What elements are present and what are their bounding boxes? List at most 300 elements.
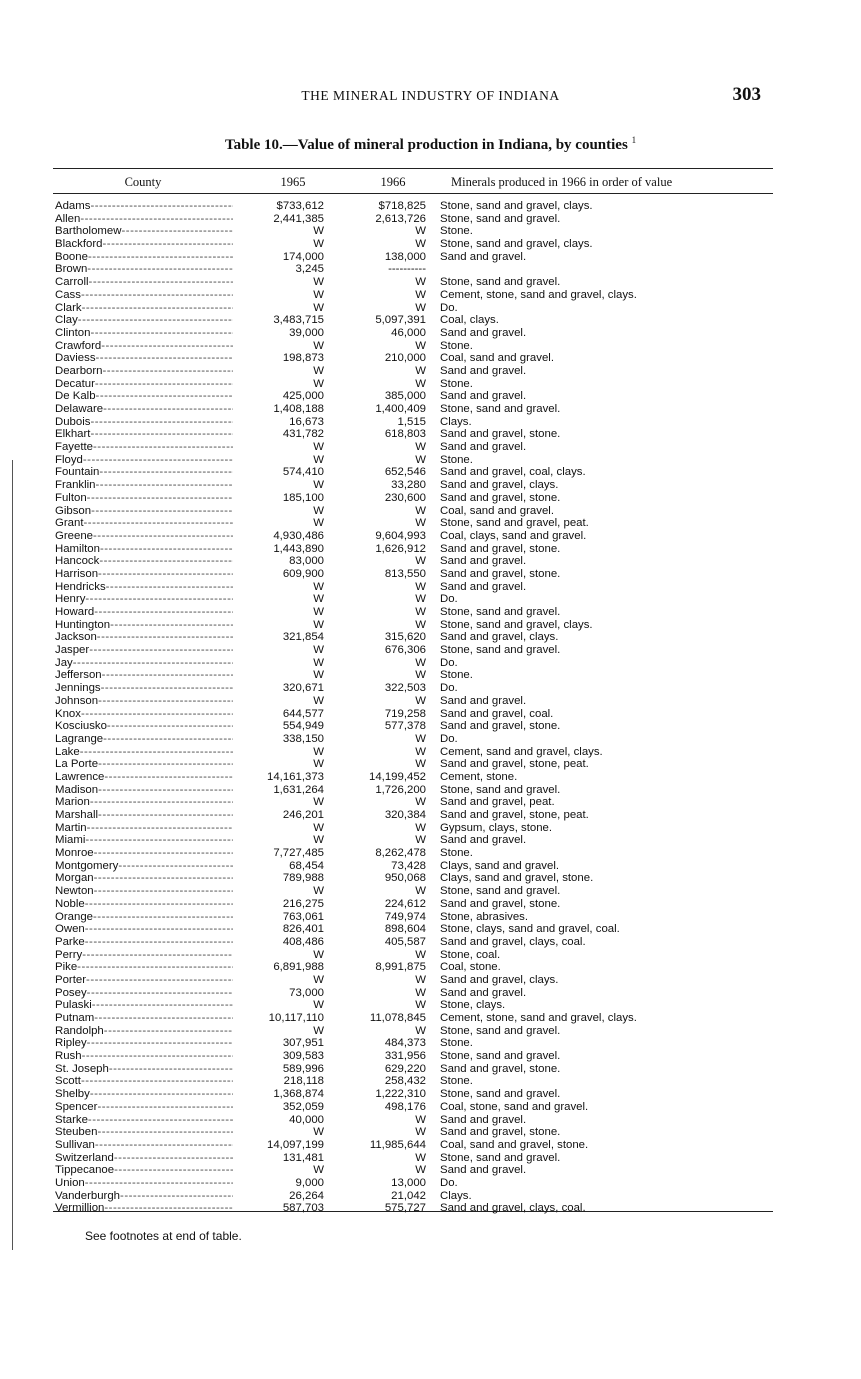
minerals-cell: Clays. — [440, 1189, 472, 1202]
county-cell: Martin ----- — [55, 822, 233, 835]
minerals-cell: Stone, sand and gravel. — [440, 276, 561, 289]
value-1966-cell: W — [415, 618, 426, 631]
table-row — [0, 238, 861, 251]
minerals-cell: Stone. — [440, 225, 473, 238]
value-1966-cell: W — [415, 1126, 426, 1139]
table-row — [0, 682, 861, 695]
value-1966-cell: 320,384 — [384, 809, 426, 821]
minerals-cell: Sand and gravel. — [440, 364, 527, 377]
value-1965-cell: 246,201 — [282, 809, 324, 821]
county-cell: Blackford ----- — [55, 238, 233, 251]
minerals-cell: Stone, clays. — [440, 999, 506, 1012]
value-1965-cell: W — [313, 276, 324, 289]
county-cell: Owen ----- — [55, 923, 233, 936]
value-1966-cell: 21,042 — [391, 1189, 426, 1202]
value-1965-cell: 587,703 — [282, 1202, 324, 1215]
value-1966-cell: 2,613,726 — [375, 212, 426, 225]
value-1965-cell: 1,443,890 — [273, 542, 324, 555]
table-row — [0, 466, 861, 479]
value-1965-cell: 408,486 — [282, 935, 324, 948]
value-1966-cell: 33,280 — [391, 479, 426, 492]
county-cell: Greene ----- — [55, 530, 233, 543]
minerals-cell: Sand and gravel, stone. — [440, 897, 561, 910]
table-row — [0, 428, 861, 441]
minerals-cell: Gypsum, clays, stone. — [440, 821, 553, 834]
minerals-cell: Sand and gravel. — [440, 986, 527, 999]
value-1966-cell: W — [415, 301, 426, 314]
county-cell: Steuben ----- — [55, 1126, 233, 1139]
minerals-cell: Coal, stone, sand and gravel. — [440, 1100, 589, 1113]
table-row — [0, 314, 861, 327]
table-row — [0, 1088, 861, 1101]
minerals-cell: Sand and gravel. — [440, 694, 527, 707]
table-row — [0, 796, 861, 809]
table-row — [0, 1114, 861, 1127]
value-1965-cell: 763,061 — [282, 910, 324, 923]
page-number: 303 — [732, 84, 761, 105]
value-1966-cell: W — [415, 593, 426, 606]
table-row — [0, 492, 861, 505]
value-1966-cell: 676,306 — [384, 644, 426, 657]
value-1965-cell: 16,673 — [289, 415, 324, 428]
value-1966-cell: 575,727 — [384, 1202, 426, 1215]
minerals-cell: Sand and gravel, stone. — [440, 567, 561, 580]
column-header-1965: 1965 — [280, 175, 306, 189]
value-1965-cell: 826,401 — [282, 923, 324, 936]
value-1965-cell: 174,000 — [282, 250, 324, 263]
value-1966-cell: 224,612 — [384, 897, 426, 910]
county-cell: Dearborn ----- — [55, 365, 233, 378]
table-row — [0, 479, 861, 492]
table-row — [0, 695, 861, 708]
table-row — [0, 809, 861, 822]
county-cell: Elkhart ----- — [55, 428, 233, 441]
county-cell: Ripley ----- — [55, 1037, 233, 1050]
county-cell: Jay ----- — [55, 657, 233, 670]
value-1966-cell: 898,604 — [384, 923, 426, 936]
minerals-cell: Sand and gravel, stone. — [440, 1126, 561, 1139]
value-1965-cell: W — [313, 441, 324, 454]
value-1965-cell: W — [313, 364, 324, 377]
value-1965-cell: 1,368,874 — [273, 1088, 324, 1101]
value-1965-cell: 574,410 — [282, 466, 324, 479]
table-row — [0, 1177, 861, 1190]
value-1966-cell: W — [415, 1113, 426, 1126]
minerals-cell: Stone. — [440, 377, 473, 390]
value-1965-cell: 68,454 — [289, 859, 324, 872]
minerals-cell: Cement, stone, sand and gravel, clays. — [440, 1012, 637, 1024]
county-cell: Clay ----- — [55, 314, 233, 327]
value-1965-cell: W — [313, 1164, 324, 1177]
value-1966-cell: 813,550 — [384, 567, 426, 580]
minerals-cell: Clays, sand and gravel, stone. — [440, 872, 594, 885]
table-row — [0, 1152, 861, 1165]
value-1965-cell: W — [313, 377, 324, 390]
table-body — [0, 200, 861, 1215]
table-row — [0, 403, 861, 416]
value-1966-cell: W — [415, 758, 426, 771]
county-cell: Vermillion ----- — [55, 1202, 233, 1215]
table-row — [0, 200, 861, 213]
minerals-cell: Coal, sand and gravel. — [440, 504, 554, 517]
minerals-cell: Cement, sand and gravel, clays. — [440, 745, 603, 758]
county-cell: Boone ----- — [55, 251, 233, 264]
minerals-cell: Stone, clays, sand and gravel, coal. — [440, 923, 620, 936]
value-1966-cell: 950,068 — [384, 872, 426, 885]
table-row — [0, 961, 861, 974]
column-header-1966: 1966 — [380, 175, 406, 189]
county-cell: Jasper ----- — [55, 644, 233, 657]
value-1966-cell: W — [415, 364, 426, 377]
value-1966-cell: W — [415, 821, 426, 834]
table-row — [0, 911, 861, 924]
value-1966-cell: 8,991,875 — [375, 961, 426, 974]
county-cell: Carroll ----- — [55, 276, 233, 289]
minerals-cell: Stone. — [440, 339, 473, 352]
county-cell: Hancock ----- — [55, 555, 233, 568]
table-row — [0, 581, 861, 594]
value-1966-cell: 385,000 — [384, 390, 426, 403]
county-cell: Tippecanoe ----- — [55, 1164, 233, 1177]
table-row — [0, 936, 861, 949]
value-1966-cell: W — [415, 288, 426, 301]
county-cell: Crawford ----- — [55, 340, 233, 353]
county-cell: Miami ----- — [55, 834, 233, 847]
value-1966-cell: W — [415, 656, 426, 669]
minerals-cell: Sand and gravel, coal. — [440, 707, 554, 720]
value-1966-cell: W — [415, 669, 426, 682]
value-1965-cell: 1,408,188 — [273, 403, 324, 415]
table-row — [0, 1202, 861, 1215]
value-1966-cell: W — [415, 973, 426, 986]
value-1966-cell: 138,000 — [384, 250, 426, 263]
county-cell: Posey ----- — [55, 987, 233, 1000]
value-1965-cell: 321,854 — [282, 631, 324, 644]
value-1965-cell: W — [313, 479, 324, 492]
county-cell: Floyd ----- — [55, 454, 233, 467]
minerals-cell: Coal, clays. — [440, 314, 499, 327]
value-1965-cell: W — [313, 580, 324, 593]
table-row — [0, 657, 861, 670]
table-row — [0, 949, 861, 962]
table-row — [0, 784, 861, 797]
minerals-cell: Sand and gravel. — [440, 580, 527, 593]
county-cell: Union ----- — [55, 1177, 233, 1190]
minerals-cell: Coal, sand and gravel. — [440, 352, 554, 365]
county-cell: De Kalb ----- — [55, 390, 233, 403]
minerals-cell: Clays, sand and gravel. — [440, 859, 560, 872]
value-1966-cell: 46,000 — [391, 326, 426, 339]
value-1965-cell: 589,996 — [282, 1062, 324, 1075]
table-row — [0, 987, 861, 1000]
value-1965-cell: W — [313, 1024, 324, 1037]
minerals-cell: Stone, sand and gravel, peat. — [440, 517, 589, 530]
table-row — [0, 746, 861, 759]
county-cell: Switzerland ----- — [55, 1152, 233, 1165]
table-row — [0, 606, 861, 619]
table-row — [0, 860, 861, 873]
table-row — [0, 1012, 861, 1025]
value-1966-cell: W — [415, 504, 426, 517]
county-cell: Noble ----- — [55, 898, 233, 911]
county-cell: Fayette ----- — [55, 441, 233, 454]
value-1966-cell: 1,222,310 — [375, 1088, 426, 1101]
county-cell: Cass ----- — [55, 289, 233, 302]
value-1966-cell: W — [415, 948, 426, 961]
table-row — [0, 898, 861, 911]
county-cell: Putnam ----- — [55, 1012, 233, 1025]
table-row — [0, 1037, 861, 1050]
value-1965-cell: 1,631,264 — [273, 783, 324, 796]
minerals-cell: Stone, sand and gravel, clays. — [440, 238, 593, 251]
table-title-footnote: 1 — [631, 135, 637, 145]
minerals-cell: Stone, sand and gravel. — [440, 606, 561, 618]
table-row — [0, 1025, 861, 1038]
table-row — [0, 1101, 861, 1114]
minerals-cell: Sand and gravel. — [440, 555, 527, 568]
minerals-cell: Sand and gravel, clays. — [440, 973, 559, 986]
minerals-cell: Sand and gravel, clays, coal. — [440, 935, 586, 948]
table-row — [0, 289, 861, 302]
table-row — [0, 923, 861, 936]
value-1966-cell: 322,503 — [384, 682, 426, 695]
county-cell: Fountain ----- — [55, 466, 233, 479]
value-1965-cell: 10,117,110 — [268, 1012, 324, 1024]
minerals-cell: Sand and gravel, stone. — [440, 491, 561, 504]
margin-line — [12, 460, 13, 1250]
minerals-cell: Stone. — [440, 847, 473, 860]
value-1965-cell: W — [313, 606, 324, 618]
table-row — [0, 441, 861, 454]
value-1965-cell: W — [313, 618, 324, 631]
column-header-county: County — [124, 175, 162, 189]
county-cell: Howard ----- — [55, 606, 233, 619]
county-cell: Fulton ----- — [55, 492, 233, 505]
table-title-text: Table 10.—Value of mineral production in Indiana, by counties — [224, 137, 628, 153]
value-1966-cell: 11,078,845 — [369, 1012, 426, 1024]
value-1965-cell: W — [313, 301, 324, 314]
value-1965-cell: 338,150 — [282, 732, 324, 745]
value-1966-cell: 1,726,200 — [375, 783, 426, 796]
minerals-cell: Cement, stone. — [440, 770, 518, 783]
county-cell: Jackson ----- — [55, 631, 233, 644]
county-cell: Rush ----- — [55, 1050, 233, 1063]
county-cell: Shelby ----- — [55, 1088, 233, 1101]
county-cell: Hendricks ----- — [55, 581, 233, 594]
county-cell: Sullivan ----- — [55, 1139, 233, 1152]
value-1965-cell: W — [313, 225, 324, 238]
minerals-cell: Cement, stone, sand and gravel, clays. — [440, 288, 637, 301]
minerals-cell: Sand and gravel, stone, peat. — [440, 809, 589, 821]
value-1965-cell: 554,949 — [282, 720, 324, 733]
value-1966-cell: W — [415, 732, 426, 745]
table-row — [0, 416, 861, 429]
value-1965-cell: 3,483,715 — [273, 314, 324, 327]
value-1965-cell: 352,059 — [282, 1100, 324, 1113]
table-row — [0, 251, 861, 264]
value-1965-cell: 307,951 — [282, 1037, 324, 1050]
county-cell: Kosciusko ----- — [55, 720, 233, 733]
minerals-cell: Stone, sand and gravel. — [440, 1050, 561, 1063]
table-row — [0, 1075, 861, 1088]
value-1966-cell: 5,097,391 — [375, 314, 426, 327]
table-row — [0, 1050, 861, 1063]
table-row — [0, 276, 861, 289]
value-1965-cell: W — [313, 453, 324, 466]
value-1966-cell: W — [415, 276, 426, 289]
minerals-cell: Sand and gravel, clays, coal. — [440, 1202, 586, 1215]
table-row — [0, 872, 861, 885]
minerals-cell: Stone, coal. — [440, 948, 501, 961]
county-cell: Spencer ----- — [55, 1101, 233, 1114]
footnote-reference: See footnotes at end of table. — [85, 1229, 242, 1243]
value-1965-cell: W — [313, 1126, 324, 1139]
county-cell: Decatur ----- — [55, 378, 233, 391]
county-cell: Porter ----- — [55, 974, 233, 987]
value-1965-cell: W — [313, 973, 324, 986]
minerals-cell: Do. — [440, 656, 458, 669]
minerals-cell: Do. — [440, 732, 458, 745]
county-cell: Clark ----- — [55, 302, 233, 315]
county-cell: Scott ----- — [55, 1075, 233, 1088]
value-1965-cell: 644,577 — [282, 707, 324, 720]
value-1965-cell: 6,891,988 — [273, 961, 324, 974]
county-cell: Lawrence ----- — [55, 771, 233, 784]
value-1966-cell: W — [415, 745, 426, 758]
minerals-cell: Sand and gravel. — [440, 250, 527, 263]
table-row — [0, 327, 861, 340]
minerals-cell: Do. — [440, 301, 458, 314]
table-row — [0, 1139, 861, 1152]
value-1966-cell: 652,546 — [384, 466, 426, 479]
county-cell: Jefferson ----- — [55, 669, 233, 682]
value-1966-cell: W — [415, 517, 426, 530]
table-row — [0, 340, 861, 353]
value-1965-cell: 83,000 — [289, 555, 324, 568]
minerals-cell: Sand and gravel, peat. — [440, 796, 555, 809]
value-1965-cell: 218,118 — [283, 1075, 324, 1088]
county-cell: Daviess ----- — [55, 352, 233, 365]
value-1966-cell: 1,515 — [397, 415, 426, 428]
value-1965-cell: 431,782 — [282, 428, 324, 441]
county-cell: Marion ----- — [55, 796, 233, 809]
value-1965-cell: 7,727,485 — [273, 847, 324, 860]
county-cell: Huntington ----- — [55, 619, 233, 632]
value-1966-cell: 577,378 — [384, 720, 426, 733]
minerals-cell: Clays. — [440, 415, 472, 428]
value-1966-cell: 331,956 — [384, 1050, 426, 1063]
county-cell: Henry ----- — [55, 593, 233, 606]
minerals-cell: Sand and gravel, clays. — [440, 631, 559, 644]
value-1965-cell: W — [313, 948, 324, 961]
minerals-cell: Stone, sand and gravel, clays. — [440, 200, 593, 212]
value-1965-cell: 3,245 — [295, 263, 324, 276]
county-cell: Jennings ----- — [55, 682, 233, 695]
value-1965-cell: W — [313, 758, 324, 771]
county-cell: Grant ----- — [55, 517, 233, 530]
value-1966-cell: ---------- — [388, 263, 426, 276]
table-top-rule — [53, 168, 773, 169]
minerals-cell: Do. — [440, 682, 458, 695]
value-1965-cell: W — [313, 593, 324, 606]
county-cell: Allen ----- — [55, 213, 233, 226]
minerals-cell: Sand and gravel. — [440, 326, 527, 339]
value-1965-cell: 26,264 — [289, 1189, 324, 1202]
value-1965-cell: 14,097,199 — [266, 1138, 324, 1151]
minerals-cell: Sand and gravel, stone. — [440, 542, 561, 555]
value-1966-cell: 618,803 — [384, 428, 426, 441]
value-1966-cell: 498,176 — [384, 1100, 426, 1113]
value-1965-cell: W — [313, 238, 324, 251]
minerals-cell: Sand and gravel. — [440, 441, 527, 454]
value-1965-cell: 9,000 — [295, 1176, 324, 1189]
county-cell: Monroe ----- — [55, 847, 233, 860]
table-row — [0, 593, 861, 606]
table-row — [0, 631, 861, 644]
value-1965-cell: 185,100 — [282, 491, 324, 504]
value-1965-cell: 789,988 — [282, 872, 324, 885]
county-cell: Franklin ----- — [55, 479, 233, 492]
county-cell: Adams ----- — [55, 200, 233, 213]
value-1965-cell: 216,275 — [282, 897, 324, 910]
table-row — [0, 771, 861, 784]
table-row — [0, 847, 861, 860]
value-1965-cell: W — [313, 885, 324, 898]
table-row — [0, 530, 861, 543]
minerals-cell: Coal, stone. — [440, 961, 501, 974]
value-1966-cell: 8,262,478 — [375, 847, 426, 860]
value-1966-cell: 14,199,452 — [368, 770, 426, 783]
minerals-cell: Sand and gravel. — [440, 1113, 527, 1126]
value-1966-cell: 719,258 — [384, 707, 426, 720]
county-cell: Montgomery ----- — [55, 860, 233, 873]
county-cell: Orange ----- — [55, 911, 233, 924]
county-cell: Pike ----- — [55, 961, 233, 974]
county-cell: Starke ----- — [55, 1114, 233, 1127]
value-1966-cell: 9,604,993 — [375, 529, 426, 542]
minerals-cell: Do. — [440, 593, 458, 606]
minerals-cell: Stone, sand and gravel. — [440, 783, 561, 796]
value-1966-cell: W — [415, 377, 426, 390]
value-1965-cell: W — [313, 669, 324, 682]
minerals-cell: Stone, sand and gravel. — [440, 212, 561, 225]
value-1965-cell: 39,000 — [289, 326, 324, 339]
minerals-cell: Stone, sand and gravel. — [440, 1151, 561, 1164]
value-1966-cell: W — [415, 796, 426, 809]
value-1966-cell: 73,428 — [391, 859, 426, 872]
county-cell: Perry ----- — [55, 949, 233, 962]
table-row — [0, 999, 861, 1012]
county-cell: Clinton ----- — [55, 327, 233, 340]
table-row — [0, 263, 861, 276]
minerals-cell: Stone, sand and gravel, clays. — [440, 618, 593, 631]
value-1965-cell: W — [313, 288, 324, 301]
value-1965-cell: W — [313, 504, 324, 517]
table-row — [0, 213, 861, 226]
value-1966-cell: W — [415, 834, 426, 847]
value-1966-cell: W — [415, 694, 426, 707]
county-cell: Brown ----- — [55, 263, 233, 276]
county-cell: Harrison ----- — [55, 568, 233, 581]
county-cell: Lagrange ----- — [55, 733, 233, 746]
column-header-minerals: Minerals produced in 1966 in order of value — [451, 175, 673, 189]
value-1966-cell: W — [415, 441, 426, 454]
table-row — [0, 365, 861, 378]
value-1966-cell: 1,400,409 — [375, 403, 426, 415]
county-cell: Hamilton ----- — [55, 543, 233, 556]
value-1965-cell: 4,930,486 — [273, 529, 324, 542]
value-1965-cell: W — [313, 656, 324, 669]
